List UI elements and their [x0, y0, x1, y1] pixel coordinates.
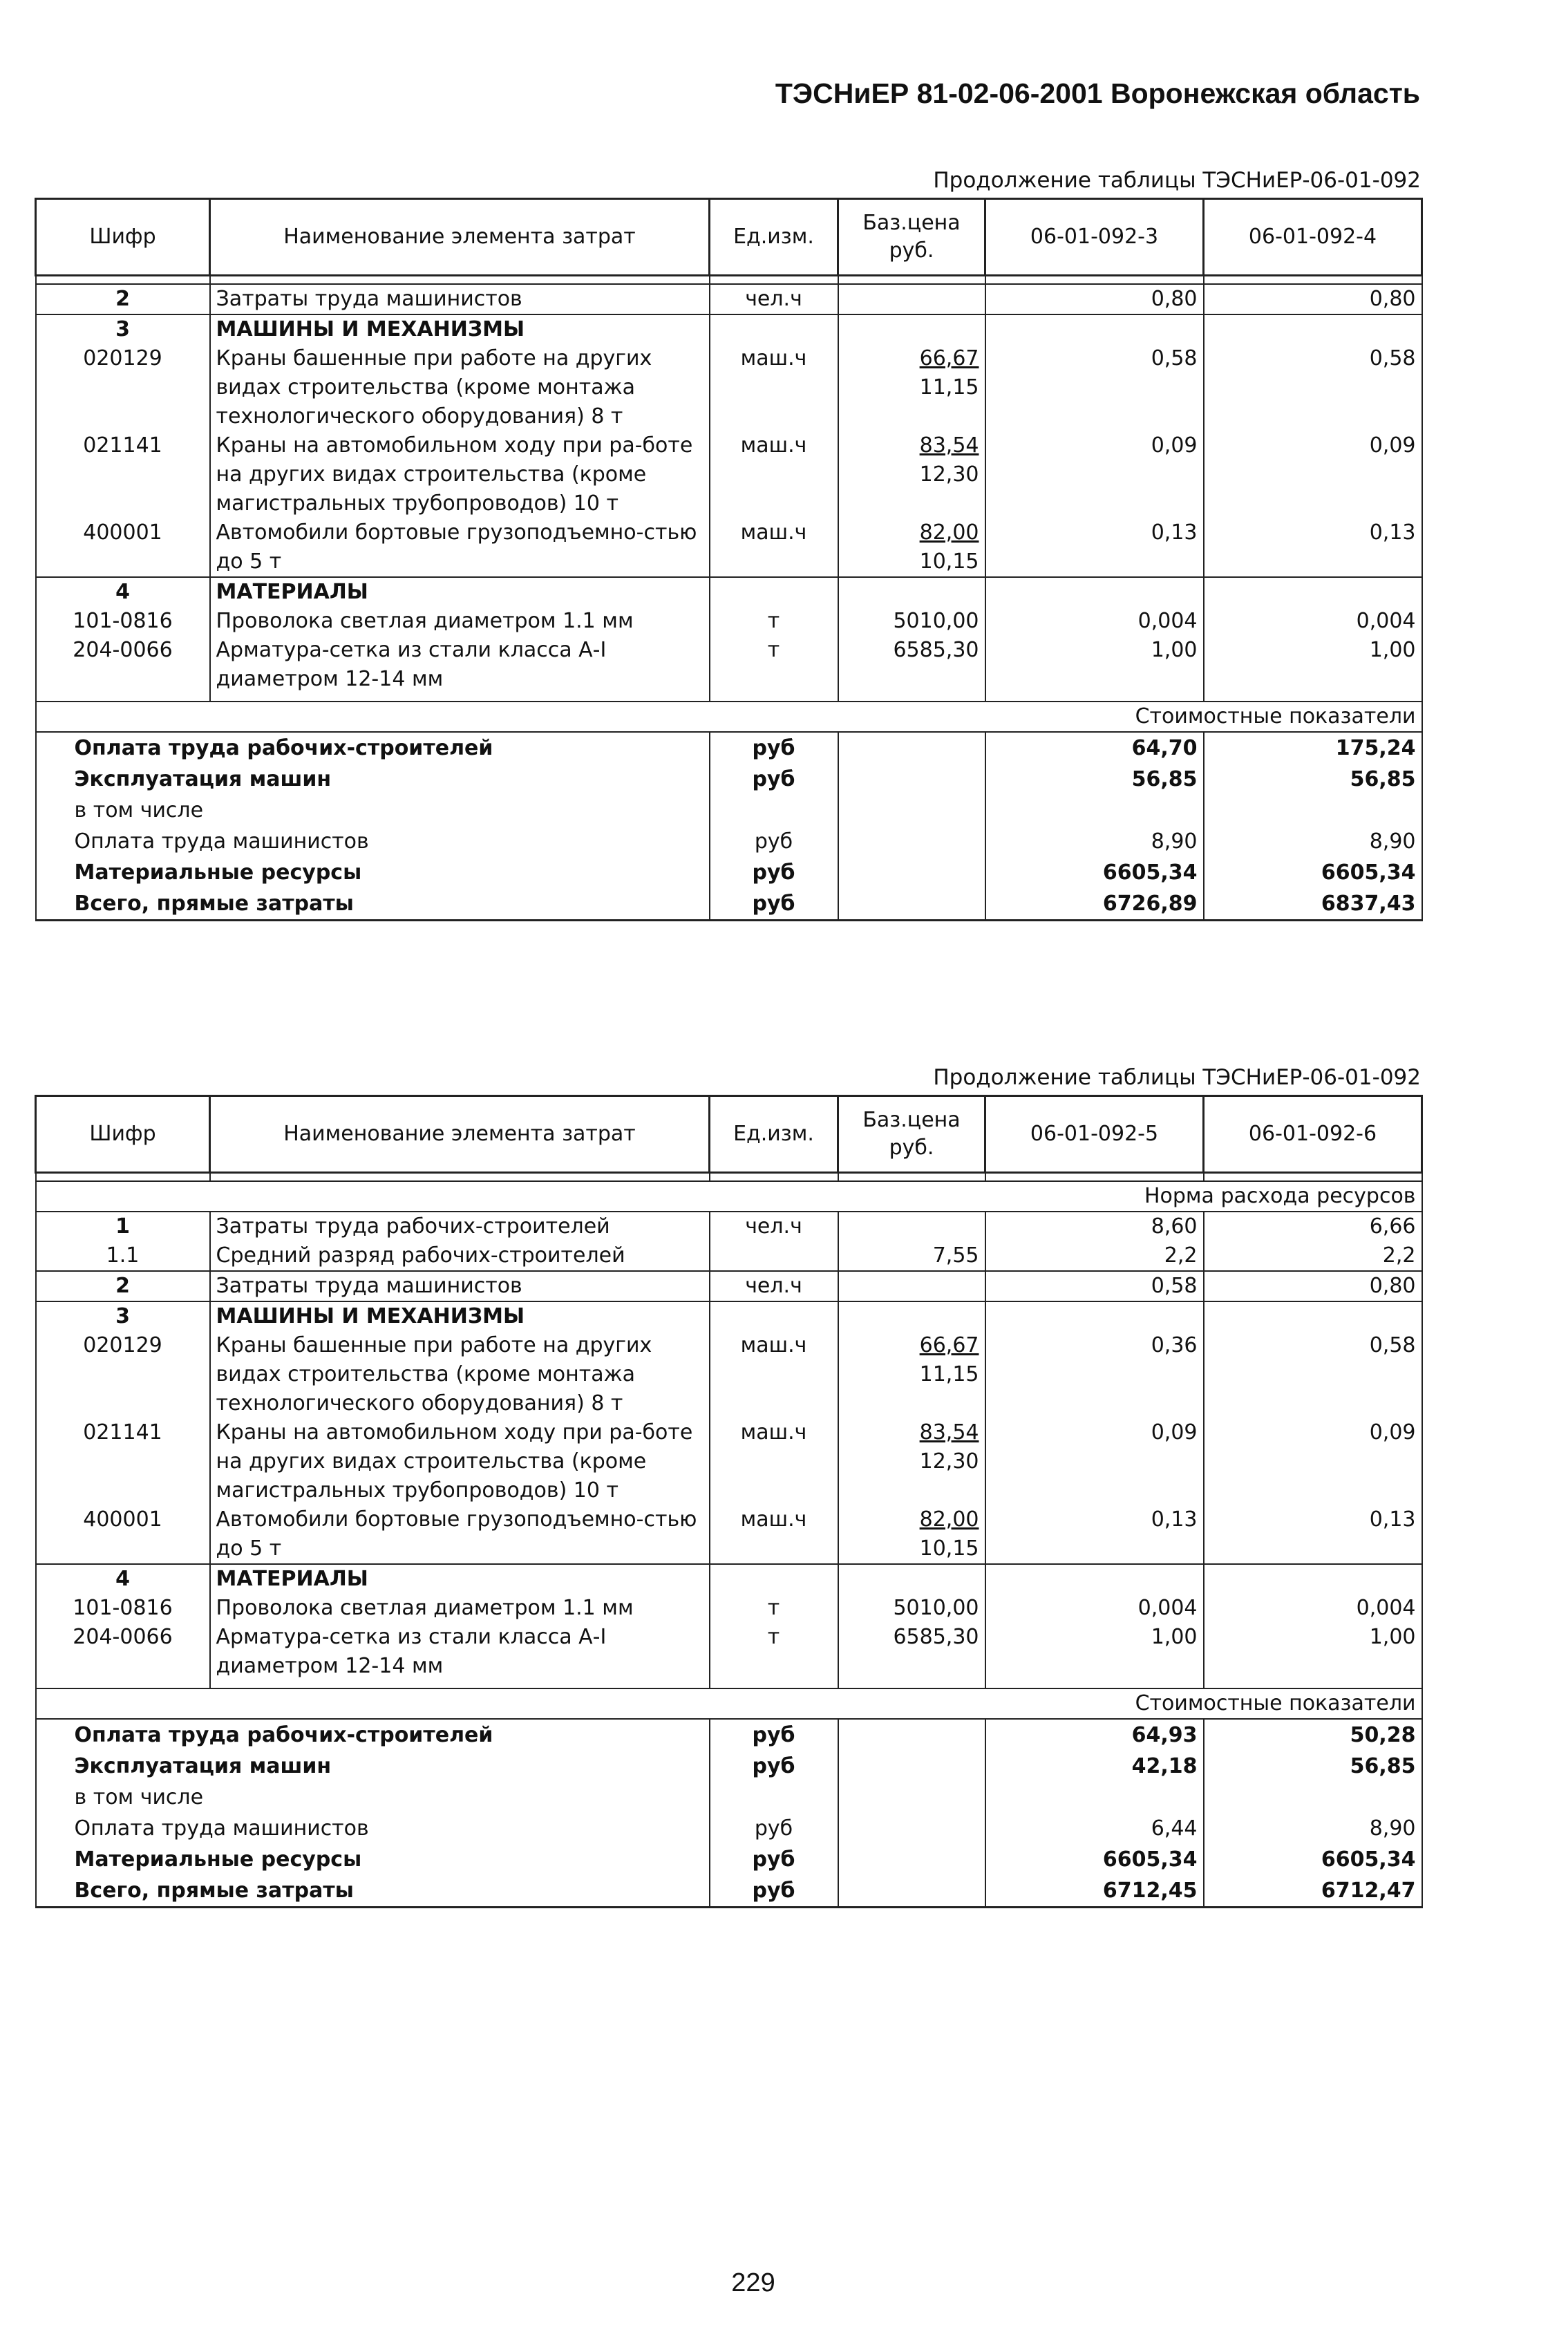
summary-value-b: 6605,34 [1204, 1844, 1422, 1875]
row-code: 020129 [36, 1331, 210, 1418]
summary-name: в том числе [36, 795, 710, 826]
table-row [36, 431, 1422, 518]
row-value-a: 8,60 [985, 1212, 1204, 1241]
row-value-a: 0,004 [985, 607, 1204, 636]
section-title: МАШИНЫ И МЕХАНИЗМЫ [210, 314, 710, 344]
row-value-b: 0,09 [1204, 431, 1422, 518]
row-price-secondary: 10,15 [919, 549, 979, 574]
cost-indicators-label: Стоимостные показатели [36, 702, 1422, 732]
summary-name: Всего, прямые затраты [36, 1875, 710, 1908]
table-row [36, 1271, 1422, 1301]
summary-value-b: 8,90 [1204, 826, 1422, 857]
table-row [36, 1594, 1422, 1623]
table-row [36, 636, 1422, 694]
row-price: 83,54 [919, 433, 979, 458]
row-unit: маш.ч [710, 431, 838, 518]
row-price: 5010,00 [838, 1594, 985, 1623]
section-title: МАШИНЫ И МЕХАНИЗМЫ [210, 1301, 710, 1331]
row-code: 021141 [36, 1418, 210, 1505]
summary-value-a: 42,18 [985, 1751, 1204, 1782]
summary-row [36, 857, 1422, 888]
row-price: 82,00 [919, 520, 979, 545]
summary-unit: руб [710, 1844, 838, 1875]
row-value-a: 1,00 [985, 1623, 1204, 1681]
row-price [838, 284, 985, 314]
row-code: 400001 [36, 1505, 210, 1564]
summary-unit: руб [710, 826, 838, 857]
section-code: 4 [36, 1564, 210, 1594]
table-row [36, 1331, 1422, 1418]
row-price-secondary: 12,30 [919, 1449, 979, 1474]
summary-row [36, 764, 1422, 795]
row-unit: маш.ч [710, 518, 838, 577]
summary-row [36, 888, 1422, 921]
table-header-row [36, 199, 1422, 276]
section-title: МАТЕРИАЛЫ [210, 1564, 710, 1594]
row-value-a: 0,13 [985, 1505, 1204, 1564]
row-price [838, 1212, 985, 1241]
summary-row [36, 1751, 1422, 1782]
row-unit: чел.ч [710, 1271, 838, 1301]
row-price-secondary: 11,15 [919, 1362, 979, 1386]
row-name: Затраты труда машинистов [210, 284, 710, 314]
row-code: 204-0066 [36, 1623, 210, 1681]
row-value-a: 0,58 [985, 1271, 1204, 1301]
summary-name: в том числе [36, 1782, 710, 1813]
summary-row [36, 826, 1422, 857]
row-price: 66,67 [919, 346, 979, 370]
section-code: 3 [36, 1301, 210, 1331]
row-price-secondary: 12,30 [919, 462, 979, 487]
summary-value-b: 56,85 [1204, 764, 1422, 795]
summary-unit: руб [710, 1751, 838, 1782]
page-number: 229 [731, 2268, 775, 2297]
summary-row [36, 732, 1422, 764]
row-value-a: 0,13 [985, 518, 1204, 577]
row-value-a: 0,004 [985, 1594, 1204, 1623]
summary-value-a: 64,93 [985, 1719, 1204, 1751]
row-value-b: 0,13 [1204, 1505, 1422, 1564]
col-header-a: 06-01-092-5 [985, 1096, 1204, 1173]
row-code: 021141 [36, 431, 210, 518]
summary-value-b: 175,24 [1204, 732, 1422, 764]
row-value-a: 0,58 [985, 344, 1204, 431]
summary-name: Оплата труда рабочих-строителей [36, 1719, 710, 1751]
row-name: Арматура-сетка из стали класса А-I диаметром 12-14 мм [210, 1623, 710, 1681]
summary-name: Оплата труда машинистов [36, 826, 710, 857]
summary-value-b: 6837,43 [1204, 888, 1422, 921]
row-value-b: 0,13 [1204, 518, 1422, 577]
row-value-a: 0,09 [985, 1418, 1204, 1505]
col-header-a: 06-01-092-3 [985, 199, 1204, 276]
row-value-a: 0,36 [985, 1331, 1204, 1418]
row-unit: маш.ч [710, 1418, 838, 1505]
table-row [36, 518, 1422, 577]
row-value-a: 1,00 [985, 636, 1204, 694]
table-row [36, 344, 1422, 431]
row-price: 82,00 [919, 1507, 979, 1532]
table-row [36, 607, 1422, 636]
summary-value-a: 6605,34 [985, 1844, 1204, 1875]
col-header-b: 06-01-092-6 [1204, 1096, 1422, 1173]
document-header: ТЭСНиЕР 81-02-06-2001 Воронежская область [775, 77, 1420, 109]
table-row [36, 314, 1422, 344]
row-code: 2 [36, 284, 210, 314]
row-unit: т [710, 1623, 838, 1681]
row-unit [710, 1241, 838, 1271]
row-code: 1.1 [36, 1241, 210, 1271]
row-unit: маш.ч [710, 1505, 838, 1564]
row-name: Краны на автомобильном ходу при ра-боте на других видах строительства (кроме магистральных трубопроводов) 10 т [210, 1418, 710, 1505]
col-header-name: Наименование элемента затрат [210, 199, 710, 276]
row-price: 66,67 [919, 1333, 979, 1357]
summary-unit: руб [710, 1875, 838, 1908]
row-value-a: 0,80 [985, 284, 1204, 314]
table1-caption: Продолжение таблицы ТЭСНиЕР-06-01-092 [933, 168, 1421, 193]
row-name: Автомобили бортовые грузоподъемно-стью до 5 т [210, 1505, 710, 1564]
row-price: 6585,30 [838, 1623, 985, 1681]
table-row [36, 1301, 1422, 1331]
summary-value-b: 6605,34 [1204, 857, 1422, 888]
summary-unit: руб [710, 764, 838, 795]
col-header-b: 06-01-092-4 [1204, 199, 1422, 276]
table-row [36, 284, 1422, 314]
summary-unit: руб [710, 732, 838, 764]
col-header-price: Баз.цена руб. [838, 1096, 985, 1173]
table1 [35, 198, 1423, 921]
col-header-unit: Ед.изм. [710, 199, 838, 276]
summary-row [36, 1719, 1422, 1751]
row-code: 2 [36, 1271, 210, 1301]
summary-row [36, 1875, 1422, 1908]
row-unit: чел.ч [710, 1212, 838, 1241]
table2-caption: Продолжение таблицы ТЭСНиЕР-06-01-092 [933, 1065, 1421, 1090]
summary-value-a: 6726,89 [985, 888, 1204, 921]
row-unit: маш.ч [710, 1331, 838, 1418]
row-name: Затраты труда рабочих-строителей [210, 1212, 710, 1241]
row-name: Краны башенные при работе на других видах строительства (кроме монтажа технологического оборудования) 8 т [210, 344, 710, 431]
row-name: Затраты труда машинистов [210, 1271, 710, 1301]
summary-value-b: 56,85 [1204, 1751, 1422, 1782]
row-price-secondary: 10,15 [919, 1536, 979, 1561]
row-unit: маш.ч [710, 344, 838, 431]
row-value-a: 2,2 [985, 1241, 1204, 1271]
row-price [838, 1271, 985, 1301]
col-header-price: Баз.цена руб. [838, 199, 985, 276]
section-title: МАТЕРИАЛЫ [210, 577, 710, 607]
summary-value-a: 64,70 [985, 732, 1204, 764]
summary-row [36, 1813, 1422, 1844]
row-name: Арматура-сетка из стали класса А-I диаметром 12-14 мм [210, 636, 710, 694]
row-value-b: 0,80 [1204, 284, 1422, 314]
summary-unit: руб [710, 888, 838, 921]
table-row [36, 1623, 1422, 1681]
col-header-unit: Ед.изм. [710, 1096, 838, 1173]
table-row [36, 1418, 1422, 1505]
summary-unit: руб [710, 857, 838, 888]
row-value-b: 1,00 [1204, 636, 1422, 694]
row-name: Средний разряд рабочих-строителей [210, 1241, 710, 1271]
summary-value-b: 8,90 [1204, 1813, 1422, 1844]
row-price: 6585,30 [838, 636, 985, 694]
cost-indicators-row [36, 1688, 1422, 1719]
summary-value-a: 6605,34 [985, 857, 1204, 888]
section-code: 4 [36, 577, 210, 607]
row-name: Краны башенные при работе на других видах строительства (кроме монтажа технологического оборудования) 8 т [210, 1331, 710, 1418]
summary-name: Оплата труда рабочих-строителей [36, 732, 710, 764]
summary-value-a: 6,44 [985, 1813, 1204, 1844]
row-price-secondary: 11,15 [919, 375, 979, 399]
summary-name: Материальные ресурсы [36, 857, 710, 888]
table2 [35, 1095, 1423, 1908]
norm-row [36, 1181, 1422, 1212]
row-value-b: 0,004 [1204, 607, 1422, 636]
row-name: Автомобили бортовые грузоподъемно-стью до 5 т [210, 518, 710, 577]
summary-name: Эксплуатация машин [36, 1751, 710, 1782]
table-row [36, 1212, 1422, 1241]
row-unit: чел.ч [710, 284, 838, 314]
row-value-a: 0,09 [985, 431, 1204, 518]
summary-name: Материальные ресурсы [36, 1844, 710, 1875]
row-name: Проволока светлая диаметром 1.1 мм [210, 1594, 710, 1623]
row-value-b: 0,58 [1204, 344, 1422, 431]
summary-name: Оплата труда машинистов [36, 1813, 710, 1844]
summary-value-a: 56,85 [985, 764, 1204, 795]
table-row [36, 1564, 1422, 1594]
row-name: Краны на автомобильном ходу при ра-боте на других видах строительства (кроме магистральных трубопроводов) 10 т [210, 431, 710, 518]
cost-indicators-row [36, 702, 1422, 732]
row-value-b: 0,58 [1204, 1331, 1422, 1418]
row-name: Проволока светлая диаметром 1.1 мм [210, 607, 710, 636]
summary-name: Всего, прямые затраты [36, 888, 710, 921]
row-price: 7,55 [838, 1241, 985, 1271]
col-header-code: Шифр [36, 199, 210, 276]
summary-value-a: 8,90 [985, 826, 1204, 857]
row-code: 1 [36, 1212, 210, 1241]
row-unit: т [710, 636, 838, 694]
row-value-b: 1,00 [1204, 1623, 1422, 1681]
summary-unit: руб [710, 1813, 838, 1844]
row-value-b: 0,09 [1204, 1418, 1422, 1505]
cost-indicators-label: Стоимостные показатели [36, 1688, 1422, 1719]
summary-value-b: 6712,47 [1204, 1875, 1422, 1908]
row-value-b: 6,66 [1204, 1212, 1422, 1241]
row-code: 400001 [36, 518, 210, 577]
row-price: 5010,00 [838, 607, 985, 636]
table-row [36, 577, 1422, 607]
section-code: 3 [36, 314, 210, 344]
row-price: 83,54 [919, 1420, 979, 1445]
table-row [36, 1241, 1422, 1271]
summary-row [36, 795, 1422, 826]
row-code: 204-0066 [36, 636, 210, 694]
row-code: 101-0816 [36, 607, 210, 636]
row-value-b: 2,2 [1204, 1241, 1422, 1271]
row-code: 101-0816 [36, 1594, 210, 1623]
summary-value-a: 6712,45 [985, 1875, 1204, 1908]
norm-label: Норма расхода ресурсов [36, 1181, 1422, 1212]
summary-name: Эксплуатация машин [36, 764, 710, 795]
summary-value-b: 50,28 [1204, 1719, 1422, 1751]
table-row [36, 1505, 1422, 1564]
row-code: 020129 [36, 344, 210, 431]
summary-row [36, 1844, 1422, 1875]
col-header-code: Шифр [36, 1096, 210, 1173]
row-unit: т [710, 1594, 838, 1623]
row-value-b: 0,80 [1204, 1271, 1422, 1301]
row-value-b: 0,004 [1204, 1594, 1422, 1623]
summary-unit: руб [710, 1719, 838, 1751]
row-unit: т [710, 607, 838, 636]
col-header-name: Наименование элемента затрат [210, 1096, 710, 1173]
table-header-row [36, 1096, 1422, 1173]
summary-row [36, 1782, 1422, 1813]
